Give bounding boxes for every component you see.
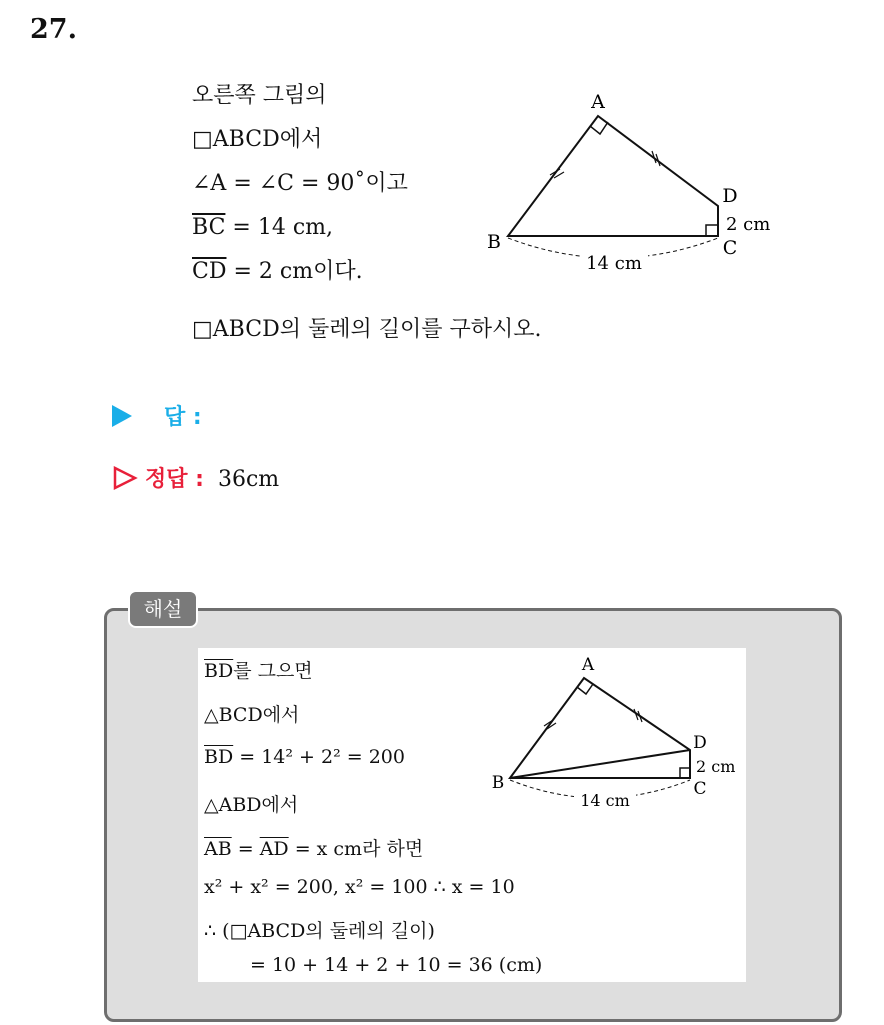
- quadrilateral-figure: [480, 88, 780, 278]
- cd-value: = 2 cm이다.: [226, 259, 363, 284]
- segment-bc: $\overline{BC}$: [192, 215, 226, 240]
- quadrilateral-shape: [508, 116, 718, 236]
- answer-line: [112, 400, 202, 431]
- segment-bd-squared: $\overline{BD}$: [204, 746, 234, 768]
- problem-line-3: ∠A = ∠C = 90˚이고: [192, 171, 408, 196]
- explanation-line-5-mid: =: [231, 838, 260, 860]
- explanation-line-2: △BCD에서: [204, 704, 300, 726]
- problem-line-1: 오른쪽 그림의: [192, 83, 327, 108]
- vertex-label-d2: D: [693, 733, 707, 753]
- explanation-line-7: ∴ (□ABCD의 둘레의 길이): [204, 920, 435, 942]
- problem-text: [192, 82, 492, 302]
- cd-length-label-2: 2 cm: [696, 757, 736, 776]
- question-number: 27.: [30, 14, 77, 45]
- explanation-line-5: [204, 834, 423, 861]
- vertex-label-a: A: [591, 91, 605, 113]
- bc-length-label-2: 14 cm: [580, 791, 630, 810]
- bc-value: = 14 cm,: [225, 215, 334, 240]
- problem-line-5: [192, 258, 492, 302]
- explanation-figure: [480, 646, 746, 816]
- vertex-label-d: D: [722, 185, 738, 207]
- explanation-line-3: [204, 746, 405, 768]
- segment-bd: $\overline{BD}$: [204, 660, 234, 682]
- explanation-line-3-text: = 14² + 2² = 200: [233, 746, 405, 768]
- explanation-line-4: △ABD에서: [204, 794, 299, 816]
- segment-ab: $\overline{AB}$: [204, 838, 232, 860]
- explanation-line-1: [204, 656, 313, 683]
- vertex-label-c: C: [722, 237, 738, 259]
- segment-cd: $\overline{CD}$: [192, 259, 227, 284]
- explanation-line-6: x² + x² = 200, x² = 100 ∴ x = 10: [204, 876, 515, 898]
- vertex-label-a2: A: [581, 655, 595, 675]
- problem-question: □ABCD의 둘레의 길이를 구하시오.: [192, 317, 542, 342]
- correct-answer-line: [112, 462, 279, 493]
- correct-answer-value: 36cm: [217, 467, 280, 492]
- problem-line-4: [192, 214, 492, 258]
- explanation-tag: 해설: [128, 590, 198, 628]
- bc-length-label: 14 cm: [586, 253, 642, 274]
- cd-length-label: 2 cm: [726, 214, 771, 235]
- vertex-label-b: B: [487, 231, 501, 253]
- play-triangle-icon: [112, 405, 132, 427]
- right-angle-mark-c2: [680, 768, 690, 778]
- diagonal-bd: [510, 750, 690, 778]
- vertex-label-c2: C: [693, 779, 707, 799]
- explanation-line-1-text: 를 그으면: [233, 660, 313, 682]
- problem-line-2: □ABCD에서: [192, 127, 323, 152]
- vertex-label-b2: B: [491, 773, 505, 793]
- outline-triangle-icon: [112, 466, 138, 490]
- answer-label: 답 :: [164, 405, 202, 430]
- explanation-line-5-text: = x cm라 하면: [288, 838, 424, 860]
- explanation-line-8: = 10 + 14 + 2 + 10 = 36 (cm): [250, 954, 543, 976]
- right-angle-mark-c: [706, 225, 718, 236]
- correct-answer-label: 정답 :: [145, 467, 204, 492]
- segment-ad: $\overline{AD}$: [259, 838, 289, 860]
